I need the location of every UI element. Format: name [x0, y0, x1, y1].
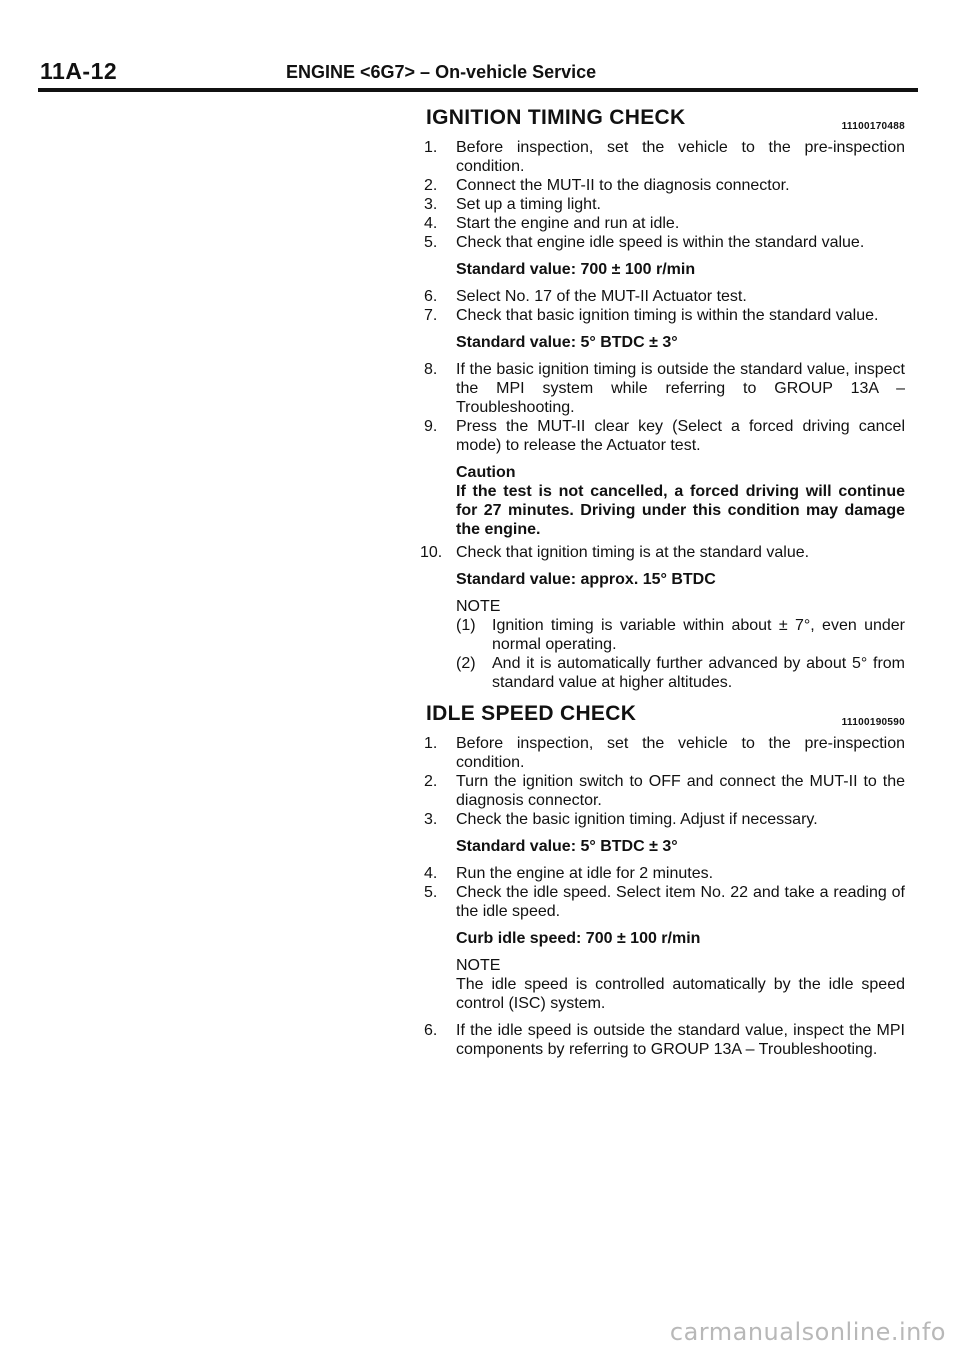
list-item: [424, 214, 905, 233]
page-number: 11A-12: [40, 58, 118, 84]
list-item: [424, 287, 905, 306]
note-text: Ignition timing is variable within about ± 7°, even under normal operating.: [492, 617, 905, 653]
step-text: Run the engine at idle for 2 minutes.: [456, 865, 714, 882]
list-item: [424, 864, 905, 883]
standard-value: Standard value: 5° BTDC ± 3°: [456, 838, 678, 855]
step-number: 6.: [424, 1022, 438, 1039]
section-code: 11100190590: [841, 717, 905, 728]
list-item: [420, 543, 905, 562]
caution-label: Caution: [456, 464, 516, 481]
list-item: [424, 233, 905, 252]
step-text: Connect the MUT-II to the diagnosis connector.: [456, 177, 790, 194]
step-text: Turn the ignition switch to OFF and connect the MUT-II to the diagnosis connector.: [456, 773, 905, 809]
note-item: [424, 654, 905, 692]
standard-value: Standard value: approx. 15° BTDC: [456, 571, 716, 588]
list-item: [424, 138, 905, 176]
note-number: (2): [456, 655, 476, 672]
step-text: Check that engine idle speed is within the standard value.: [456, 234, 865, 251]
page-header: [38, 56, 918, 88]
step-number: 6.: [424, 288, 438, 305]
list-item: [424, 195, 905, 214]
note-text-block: [424, 975, 905, 1013]
step-text: Set up a timing light.: [456, 196, 601, 213]
note-text: And it is automatically further advanced by about 5° from standard value at higher altitudes.: [492, 655, 905, 691]
step-text: Press the MUT-II clear key (Select a forced driving cancel mode) to release the Actuator test.: [456, 418, 905, 454]
step-text: Check that basic ignition timing is within the standard value.: [456, 307, 879, 324]
main-content: [420, 106, 905, 1059]
step-number: 3.: [424, 196, 438, 213]
step-number: 1.: [424, 735, 438, 752]
step-text: Before inspection, set the vehicle to the pre-inspection condition.: [456, 139, 905, 175]
step-number: 2.: [424, 773, 438, 790]
step-text: Check the basic ignition timing. Adjust if necessary.: [456, 811, 818, 828]
section-title: IDLE SPEED CHECK: [426, 702, 637, 725]
list-item: [424, 883, 905, 921]
caution-text: If the test is not cancelled, a forced driving will continue for 27 minutes. Driving under this condition may damage the engine.: [456, 483, 905, 538]
step-text: Select No. 17 of the MUT-II Actuator test.: [456, 288, 747, 305]
step-number: 9.: [424, 418, 438, 435]
step-number: 4.: [424, 215, 438, 232]
section-heading-idle: [424, 702, 905, 734]
step-text: Start the engine and run at idle.: [456, 215, 680, 232]
list-item: [424, 417, 905, 455]
list-item: [424, 810, 905, 829]
list-item: [424, 306, 905, 325]
note-number: (1): [456, 617, 476, 634]
section-title: IGNITION TIMING CHECK: [426, 106, 686, 129]
step-number: 3.: [424, 811, 438, 828]
curb-idle-speed: Curb idle speed: 700 ± 100 r/min: [456, 930, 701, 947]
standard-value: Standard value: 700 ± 100 r/min: [456, 261, 696, 278]
note-item: [424, 616, 905, 654]
list-item: [424, 772, 905, 810]
section-code: 11100170488: [841, 121, 905, 132]
header-rule: [38, 88, 918, 92]
step-number: 8.: [424, 361, 438, 378]
list-item: [424, 734, 905, 772]
header-title: ENGINE <6G7> – On-vehicle Service: [286, 62, 597, 82]
step-text: Check that ignition timing is at the standard value.: [456, 544, 810, 561]
step-text: Before inspection, set the vehicle to the pre-inspection condition.: [456, 735, 905, 771]
note-label: NOTE: [456, 598, 501, 615]
step-number: 10.: [420, 544, 443, 561]
standard-value: Standard value: 5° BTDC ± 3°: [456, 334, 678, 351]
section-heading-ignition: [424, 106, 905, 138]
watermark: carmanualsonline.info: [669, 1318, 946, 1346]
step-number: 1.: [424, 139, 438, 156]
step-text: Check the idle speed. Select item No. 22 and take a reading of the idle speed.: [456, 884, 905, 920]
step-text: If the idle speed is outside the standard value, inspect the MPI components by referring to GROUP 13A – Troubleshooting.: [456, 1022, 905, 1058]
step-number: 5.: [424, 884, 438, 901]
list-item: [424, 176, 905, 195]
note-label: NOTE: [456, 957, 501, 974]
step-number: 5.: [424, 234, 438, 251]
note-text: The idle speed is controlled automatically by the idle speed control (ISC) system.: [456, 976, 905, 1012]
list-item: [424, 1021, 905, 1059]
step-text: If the basic ignition timing is outside the standard value, inspect the MPI system while referring to GROUP 13A – Troubleshooting.: [456, 361, 905, 416]
step-number: 2.: [424, 177, 438, 194]
step-number: 7.: [424, 307, 438, 324]
list-item: [424, 360, 905, 417]
step-number: 4.: [424, 865, 438, 882]
caution-block: [424, 463, 905, 539]
